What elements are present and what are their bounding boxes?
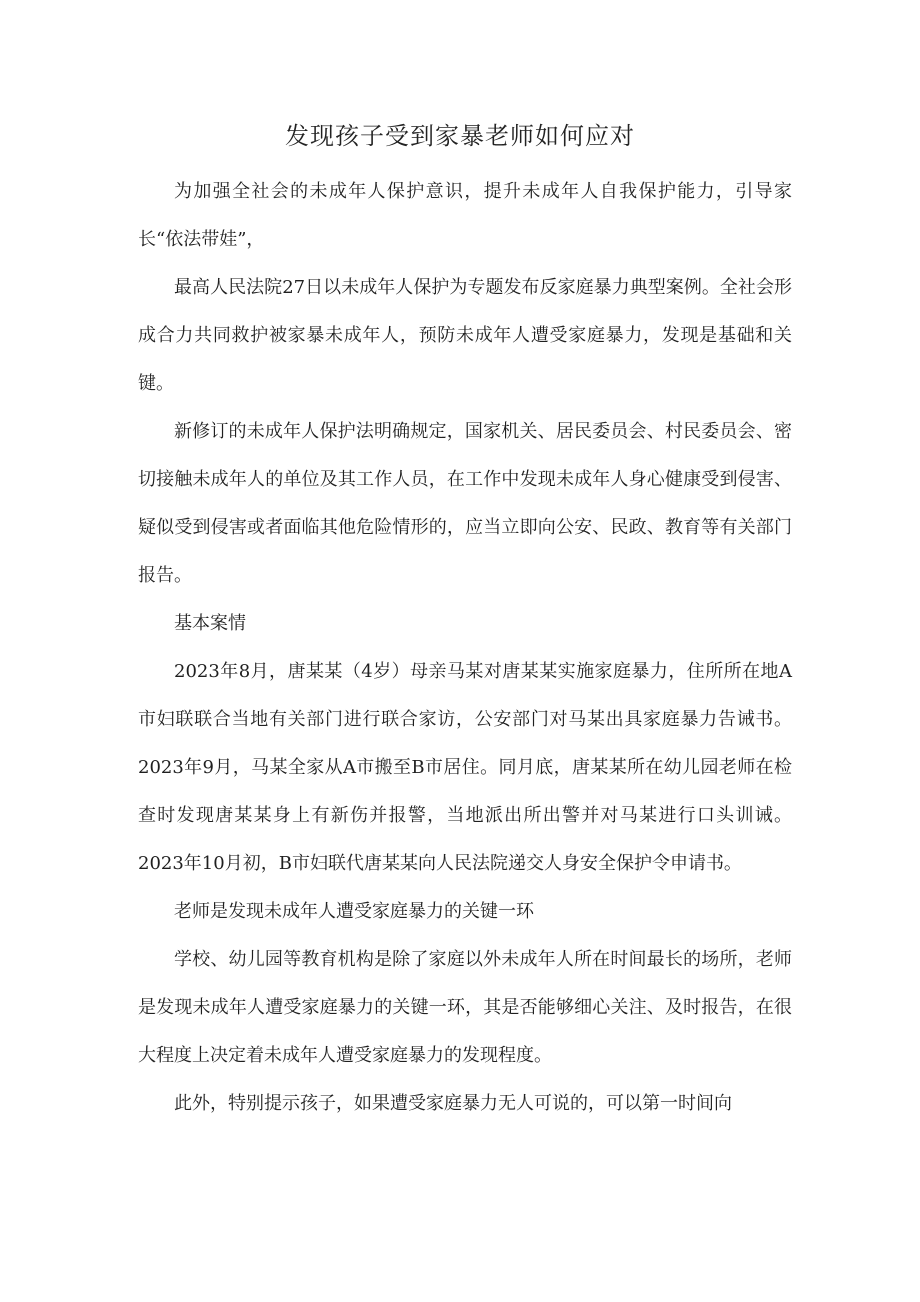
paragraph-intro: 为加强全社会的未成年人保护意识，提升未成年人自我保护能力，引导家长“依法带娃”， [138, 181, 792, 250]
section-heading-teacher-role: 老师是发现未成年人遭受家庭暴力的关键一环 [174, 901, 534, 922]
paragraph-teacher-role: 学校、幼儿园等教育机构是除了家庭以外未成年人所在时间最长的场所，老师是发现未成年人遭受家庭暴力的关键一环，其是否能够细心关注、及时报告，在很大程度上决定着未成年人遭受家庭暴力的发现程度。 [138, 949, 792, 1066]
paragraph-law-provision: 新修订的未成年人保护法明确规定，国家机关、居民委员会、村民委员会、密切接触未成年人的单位及其工作人员，在工作中发现未成年人身心健康受到侵害、疑似受到侵害或者面临其他危险情形的，应当立即向公安、民政、教育等有关部门报告。 [138, 421, 792, 586]
document-body [138, 168, 792, 1128]
paragraph-child-tip: 此外，特别提示孩子，如果遭受家庭暴力无人可说的，可以第一时间向 [174, 1093, 732, 1114]
document-title: 发现孩子受到家暴老师如何应对 [285, 122, 635, 150]
paragraph-court-release: 最高人民法院27日以未成年人保护为专题发布反家庭暴力典型案例。全社会形成合力共同救护被家暴未成年人，预防未成年人遭受家庭暴力，发现是基础和关键。 [138, 277, 792, 394]
section-heading-basic-case: 基本案情 [174, 613, 246, 634]
paragraph-case-facts: 2023年8月，唐某某（4岁）母亲马某对唐某某实施家庭暴力，住所所在地A市妇联联合当地有关部门进行联合家访，公安部门对马某出具家庭暴力告诫书。2023年9月，马某全家从A市搬至B市居住。同月底，唐某某所在幼儿园老师在检查时发现唐某某身上有新伤并报警，当地派出所出警并对马某进行口头训诫。2023年10月初，B市妇联代唐某某向人民法院递交人身安全保护令申请书。 [138, 661, 792, 874]
